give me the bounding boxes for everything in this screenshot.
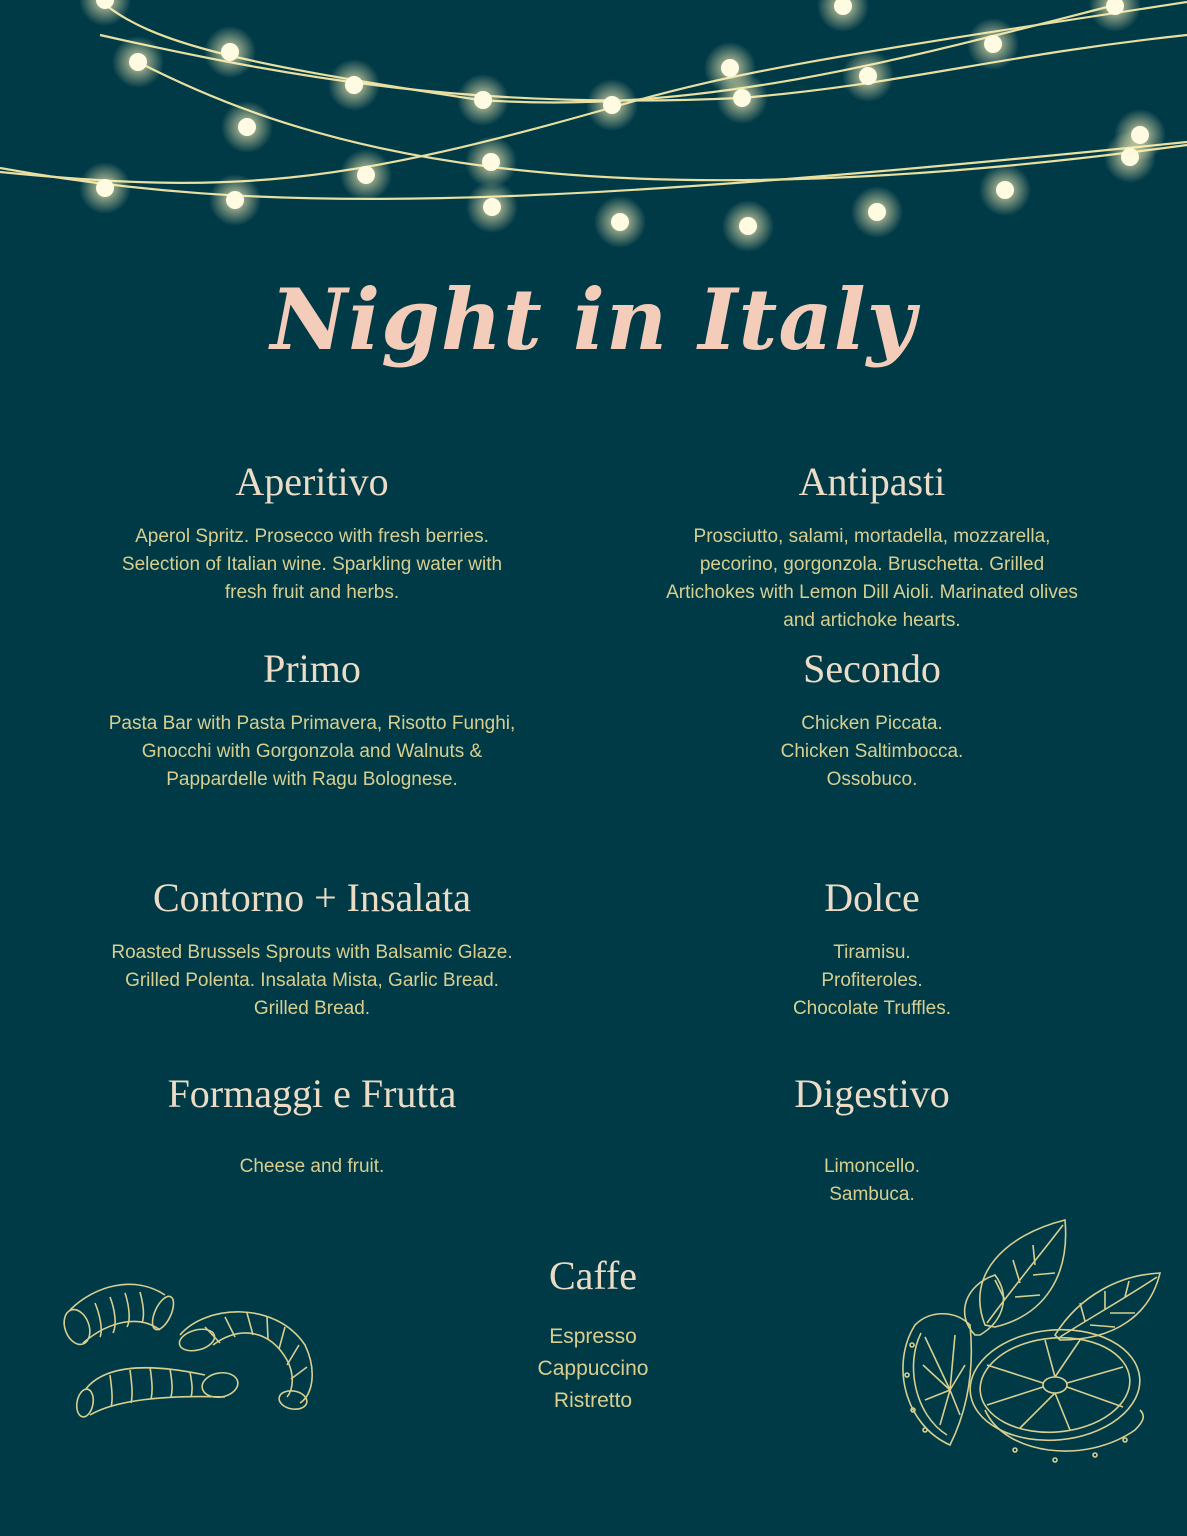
section-heading: Formaggi e Frutta (167, 1071, 457, 1116)
light-bulb (96, 179, 114, 197)
section-heading: Dolce (824, 875, 920, 920)
section-text: Espresso Cappuccino Ristretto (537, 1325, 649, 1412)
section-heading: Primo (263, 646, 361, 691)
section-digestivo (612, 1070, 1132, 1209)
light-bulb (984, 35, 1002, 53)
section-formaggi-e-frutta (52, 1070, 572, 1181)
section-antipasti (612, 458, 1132, 635)
light-bulb (739, 217, 757, 235)
section-text: Tiramisu. Profiteroles. Chocolate Truffles. (792, 942, 952, 1019)
macaroni-pasta-sketch-icon (55, 1275, 325, 1430)
section-caffe (333, 1252, 853, 1417)
light-bulb (226, 191, 244, 209)
light-bulb (474, 91, 492, 109)
light-bulb (1131, 126, 1149, 144)
light-bulb (996, 181, 1014, 199)
section-text: Limoncello. Sambuca. (823, 1156, 921, 1205)
section-heading: Caffe (548, 1253, 638, 1298)
section-text: Pasta Bar with Pasta Primavera, Risotto Funghi, Gnocchi with Gorgonzola and Walnuts & Pappardelle with Ragu Bolognese. (108, 713, 516, 790)
light-bulb (611, 213, 629, 231)
section-secondo (612, 645, 1132, 794)
section-text: Chicken Piccata. Chicken Saltimbocca. Ossobuco. (780, 713, 964, 790)
section-heading: Secondo (803, 646, 941, 691)
string-lights-decoration (0, 0, 1187, 260)
section-aperitivo (52, 458, 572, 607)
light-bulb (345, 76, 363, 94)
light-bulb (483, 198, 501, 216)
section-heading: Contorno + Insalata (152, 875, 472, 920)
section-text: Roasted Brussels Sprouts with Balsamic Glaze. Grilled Polenta. Insalata Mista, Garlic Bread. Grilled Bread. (111, 942, 513, 1019)
section-text: Prosciutto, salami, mortadella, mozzarella, pecorino, gorgonzola. Bruschetta. Grilled Artichokes with Lemon Dill Aioli. Marinated olives and artichoke hearts. (666, 526, 1078, 631)
light-bulb (859, 67, 877, 85)
section-dolce (612, 874, 1132, 1023)
light-bulb (357, 166, 375, 184)
light-bulb (221, 43, 239, 61)
section-text: Aperol Spritz. Prosecco with fresh berries. Selection of Italian wine. Sparkling water with fresh fruit and herbs. (121, 526, 503, 603)
light-bulb (733, 89, 751, 107)
light-bulb (238, 118, 256, 136)
light-bulb (129, 53, 147, 71)
section-primo (52, 645, 572, 794)
section-contorno-insalata (52, 874, 572, 1023)
light-bulb (482, 153, 500, 171)
section-heading: Aperitivo (235, 459, 389, 504)
section-heading: Antipasti (798, 459, 946, 504)
light-bulb (603, 96, 621, 114)
section-heading: Digestivo (794, 1071, 950, 1116)
menu-title: Night in Italy (270, 270, 917, 369)
light-bulb (868, 203, 886, 221)
section-text: Cheese and fruit. (239, 1156, 385, 1177)
lemon-and-leaves-sketch-icon (895, 1215, 1165, 1470)
